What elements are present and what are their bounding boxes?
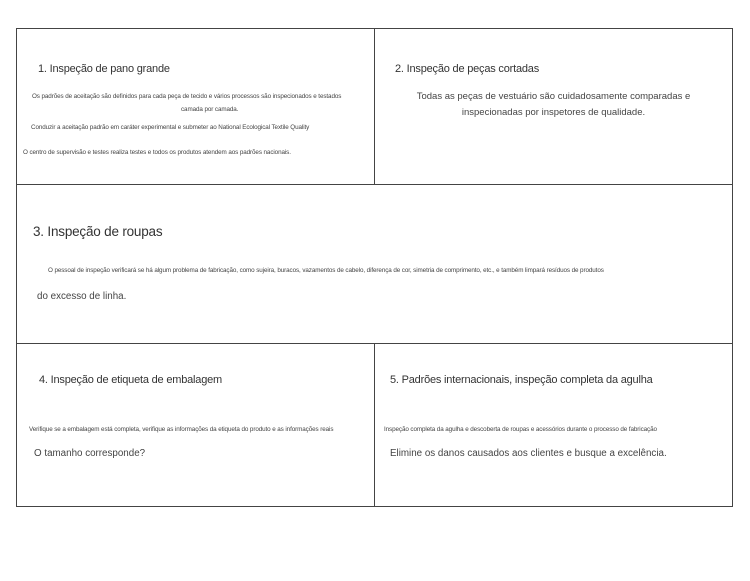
section-text-line: Todas as peças de vestuário são cuidadosamente comparadas e	[416, 91, 691, 102]
section-large-fabric-inspection	[17, 29, 375, 185]
inspection-table	[16, 28, 733, 507]
section-text-line: O tamanho corresponde?	[34, 448, 146, 459]
section-title: 4. Inspeção de etiqueta de embalagem	[39, 374, 222, 386]
section-text-line: do excesso de linha.	[37, 291, 127, 302]
section-text-line: O centro de supervisão e testes realiza testes e todos os produtos atendem aos padrões nacionais.	[23, 149, 291, 156]
section-packaging-label-inspection	[17, 344, 375, 506]
section-cut-pieces-inspection	[375, 29, 732, 185]
section-text-line: Os padrões de aceitação são definidos para cada peça de tecido e vários processos são inspecionados e testados	[32, 93, 342, 100]
section-title: 5. Padrões internacionais, inspeção completa da agulha	[390, 374, 653, 386]
section-title: 1. Inspeção de pano grande	[38, 63, 170, 75]
section-text-line: inspecionadas por inspetores de qualidade.	[461, 107, 646, 118]
section-garment-inspection	[17, 185, 732, 344]
section-needle-inspection	[375, 344, 732, 506]
section-text-line: Elimine os danos causados aos clientes e busque a excelência.	[390, 448, 667, 459]
section-title: 2. Inspeção de peças cortadas	[395, 63, 540, 75]
section-text-line: camada por camada.	[181, 106, 239, 113]
section-title: 3. Inspeção de roupas	[33, 224, 163, 239]
section-text-line: Inspeção completa da agulha e descoberta de roupas e acessórios durante o processo de fabricação	[384, 426, 657, 433]
section-text-line: O pessoal de inspeção verificará se há algum problema de fabricação, como sujeira, buracos, vazamentos de cabelo, diferença de cor, simetria de comprimento, etc., e também limpará resíduos de produtos	[48, 267, 604, 274]
section-text-line: Conduzir a aceitação padrão em caráter experimental e submeter ao National Ecological Textile Quality	[31, 124, 310, 131]
section-text-line: Verifique se a embalagem está completa, verifique as informações da etiqueta do produto e as informações reais	[29, 426, 334, 433]
